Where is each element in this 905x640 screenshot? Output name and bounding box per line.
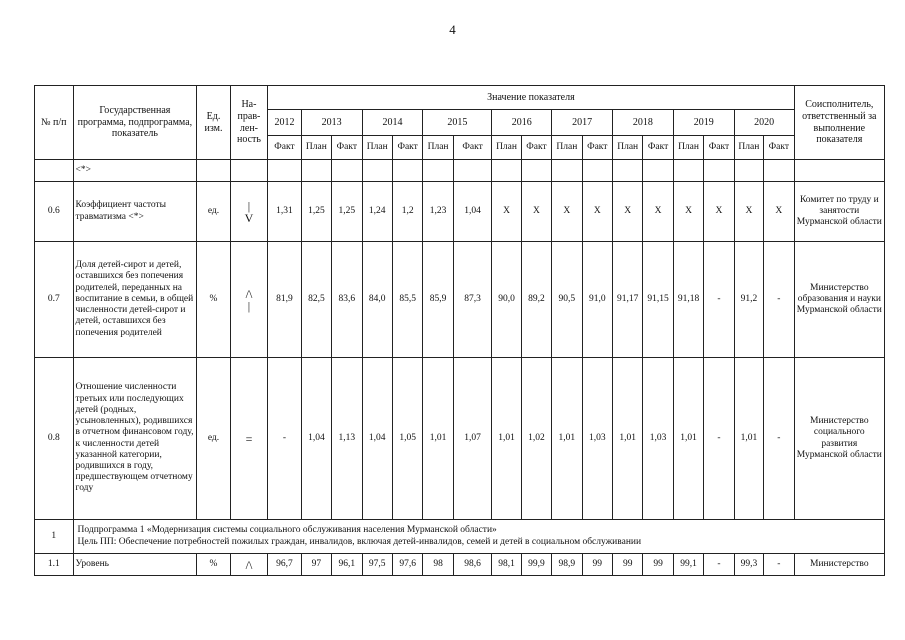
subprogram-row <box>35 520 885 554</box>
plan-fact-header: План <box>492 136 521 160</box>
plan-fact-header: Факт <box>643 136 673 160</box>
value-cell <box>552 160 582 182</box>
value-cell <box>362 160 392 182</box>
value-cell: 82,5 <box>301 242 331 358</box>
plan-fact-header: План <box>734 136 763 160</box>
indicator-name: Коэффициент частоты травматизма <*> <box>73 182 197 242</box>
value-cell: 1,01 <box>612 358 642 520</box>
value-cell: 99,3 <box>734 554 763 576</box>
year-header-2014: 2014 <box>362 110 423 136</box>
value-cell <box>332 160 362 182</box>
value-cell: 96,1 <box>332 554 362 576</box>
value-cell: 1,04 <box>453 182 492 242</box>
direction-cell <box>230 160 268 182</box>
year-header-2012: 2012 <box>268 110 301 136</box>
value-cell <box>582 160 612 182</box>
value-cell: 91,18 <box>673 242 703 358</box>
value-cell: 91,15 <box>643 242 673 358</box>
value-cell: 99 <box>582 554 612 576</box>
value-cell: 1,01 <box>423 358 453 520</box>
coexecutor-cell: Комитет по труду и занятости Мурманской области <box>794 182 884 242</box>
value-cell: 99 <box>643 554 673 576</box>
value-cell: X <box>764 182 795 242</box>
value-cell <box>423 160 453 182</box>
value-cell: 1,04 <box>362 358 392 520</box>
value-cell: 99,1 <box>673 554 703 576</box>
value-cell: 85,5 <box>392 242 422 358</box>
table-row <box>35 242 885 358</box>
indicator-name: Доля детей-сирот и детей, оставшихся без попечения родителей, переданных на воспитание в семьи, в общей численности детей-сирот и детей, оставшихся без попечения родителей <box>73 242 197 358</box>
value-cell: 97 <box>301 554 331 576</box>
value-cell: - <box>268 358 301 520</box>
header-coexecutor: Соисполнитель, ответственный за выполнение показателя <box>794 86 884 160</box>
value-cell: 91,2 <box>734 242 763 358</box>
value-cell: 1,25 <box>332 182 362 242</box>
value-cell: 1,2 <box>392 182 422 242</box>
value-cell: 1,01 <box>734 358 763 520</box>
coexecutor-cell <box>794 160 884 182</box>
plan-fact-header: Факт <box>704 136 734 160</box>
value-cell: 98,9 <box>552 554 582 576</box>
unit-cell: ед. <box>197 182 230 242</box>
value-cell: 1,01 <box>673 358 703 520</box>
year-header-2020: 2020 <box>734 110 794 136</box>
indicator-name: Отношение численности третьих или последующих детей (родных, усыновленных), родившихся в отчетном финансовом году, к численности детей указанной категории, родившихся в году, предшествующем отчетному году <box>73 358 197 520</box>
plan-fact-header: План <box>612 136 642 160</box>
value-cell: 85,9 <box>423 242 453 358</box>
value-cell: 1,03 <box>643 358 673 520</box>
header-program: Государственная программа, подпрограмма, показатель <box>73 86 197 160</box>
value-cell: 96,7 <box>268 554 301 576</box>
value-cell: X <box>643 182 673 242</box>
value-cell: 89,2 <box>521 242 551 358</box>
value-cell: 97,5 <box>362 554 392 576</box>
row-num: 0.7 <box>35 242 74 358</box>
direction-cell: = <box>230 358 268 520</box>
value-cell: 1,01 <box>552 358 582 520</box>
value-cell: 1,24 <box>362 182 392 242</box>
plan-fact-header: Факт <box>392 136 422 160</box>
year-header-2016: 2016 <box>492 110 552 136</box>
value-cell: 1,02 <box>521 358 551 520</box>
value-cell: 98,1 <box>492 554 521 576</box>
value-cell <box>673 160 703 182</box>
value-cell <box>704 160 734 182</box>
value-cell: 1,07 <box>453 358 492 520</box>
value-cell: 99 <box>612 554 642 576</box>
value-cell: X <box>704 182 734 242</box>
value-cell: 1,03 <box>582 358 612 520</box>
year-header-2017: 2017 <box>552 110 613 136</box>
value-cell: 98,6 <box>453 554 492 576</box>
indicator-name: Уровень <box>73 554 197 576</box>
header-num: № п/п <box>35 86 74 160</box>
plan-fact-header: Факт <box>268 136 301 160</box>
plan-fact-header: Факт <box>332 136 362 160</box>
table-row <box>35 160 885 182</box>
year-header-2018: 2018 <box>612 110 673 136</box>
value-cell: 90,5 <box>552 242 582 358</box>
year-header-2019: 2019 <box>673 110 734 136</box>
value-cell: 91,0 <box>582 242 612 358</box>
value-cell: X <box>612 182 642 242</box>
value-cell: X <box>552 182 582 242</box>
value-cell: - <box>764 554 795 576</box>
value-cell: - <box>704 358 734 520</box>
value-cell: 99,9 <box>521 554 551 576</box>
value-cell: - <box>764 358 795 520</box>
table-row <box>35 182 885 242</box>
value-cell <box>453 160 492 182</box>
page-number: 4 <box>449 22 456 37</box>
value-cell: 1,04 <box>301 358 331 520</box>
row-num: 1.1 <box>35 554 74 576</box>
table-row <box>35 554 885 576</box>
year-header-2015: 2015 <box>423 110 492 136</box>
value-cell: 83,6 <box>332 242 362 358</box>
plan-fact-header: Факт <box>453 136 492 160</box>
value-cell <box>612 160 642 182</box>
value-cell: 1,25 <box>301 182 331 242</box>
header-value: Значение показателя <box>268 86 794 110</box>
value-cell: 81,9 <box>268 242 301 358</box>
value-cell: - <box>764 242 795 358</box>
row-num <box>35 160 74 182</box>
header-unit: Ед. изм. <box>197 86 230 160</box>
value-cell: 87,3 <box>453 242 492 358</box>
value-cell: 1,01 <box>492 358 521 520</box>
header-direction: На-прав-лен-ность <box>230 86 268 160</box>
value-cell <box>734 160 763 182</box>
indicator-name: <*> <box>73 160 197 182</box>
value-cell: 90,0 <box>492 242 521 358</box>
direction-cell: | V <box>230 182 268 242</box>
direction-cell: /\ <box>230 554 268 576</box>
plan-fact-header: Факт <box>582 136 612 160</box>
value-cell <box>268 160 301 182</box>
year-header-2013: 2013 <box>301 110 362 136</box>
subprogram-title: Подпрограмма 1 «Модернизация системы социального обслуживания населения Мурманской области» Цель ПП: Обеспечение потребностей пожилых граждан, инвалидов, включая детей-инвалидов, семей и детей в социальном обслуживании <box>73 520 884 554</box>
value-cell: X <box>582 182 612 242</box>
value-cell: - <box>704 242 734 358</box>
indicator-table <box>34 85 885 576</box>
value-cell: X <box>673 182 703 242</box>
unit-cell: % <box>197 242 230 358</box>
value-cell: 1,23 <box>423 182 453 242</box>
value-cell <box>301 160 331 182</box>
direction-cell: /\ | <box>230 242 268 358</box>
value-cell: X <box>734 182 763 242</box>
value-cell: 1,05 <box>392 358 422 520</box>
value-cell <box>392 160 422 182</box>
row-num: 0.8 <box>35 358 74 520</box>
value-cell: 91,17 <box>612 242 642 358</box>
subprogram-num: 1 <box>35 520 74 554</box>
unit-cell: ед. <box>197 358 230 520</box>
coexecutor-cell: Министерство <box>794 554 884 576</box>
value-cell: X <box>521 182 551 242</box>
plan-fact-header: План <box>423 136 453 160</box>
value-cell: 1,31 <box>268 182 301 242</box>
value-cell: 1,13 <box>332 358 362 520</box>
value-cell <box>764 160 795 182</box>
plan-fact-header: План <box>362 136 392 160</box>
plan-fact-header: План <box>301 136 331 160</box>
plan-fact-header: План <box>673 136 703 160</box>
plan-fact-header: Факт <box>521 136 551 160</box>
value-cell <box>521 160 551 182</box>
value-cell: X <box>492 182 521 242</box>
value-cell: 98 <box>423 554 453 576</box>
table-row <box>35 358 885 520</box>
value-cell: - <box>704 554 734 576</box>
value-cell: 84,0 <box>362 242 392 358</box>
value-cell: 97,6 <box>392 554 422 576</box>
coexecutor-cell: Министерство образования и науки Мурманской области <box>794 242 884 358</box>
coexecutor-cell: Министерство социального развития Мурманской области <box>794 358 884 520</box>
plan-fact-header: Факт <box>764 136 795 160</box>
value-cell <box>492 160 521 182</box>
unit-cell: % <box>197 554 230 576</box>
plan-fact-header: План <box>552 136 582 160</box>
unit-cell <box>197 160 230 182</box>
value-cell <box>643 160 673 182</box>
row-num: 0.6 <box>35 182 74 242</box>
